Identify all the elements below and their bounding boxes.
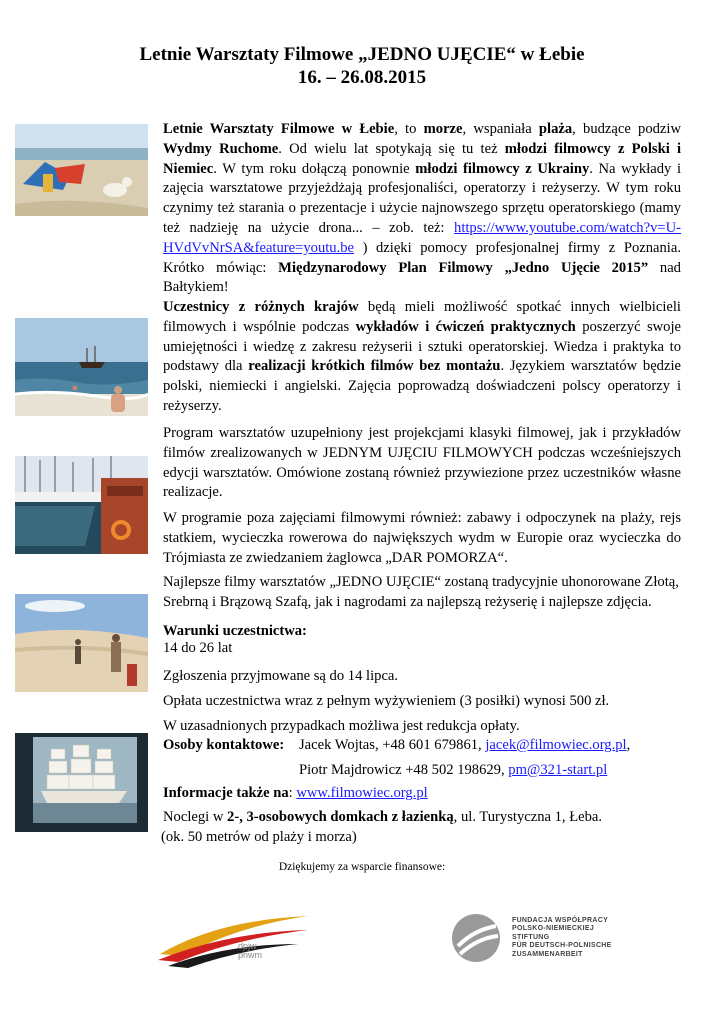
participants-text-1: będą mieli możliwość spotkać innych wielbicieli filmowych i wspólnie podczas [163,299,681,335]
dpjw-text: dpjw [238,941,257,951]
intro-text-5: . W tym roku dołączą ponownie [213,160,416,177]
fwpn-text [512,917,612,959]
contacts-section [163,736,681,781]
intro-bold-5: młodzi filmowcy z Polski i Niemiec [163,140,681,177]
dunes-people-photo [15,594,148,692]
contact-email-1[interactable]: jacek@filmowiec.org.pl [485,737,627,753]
dpjw-pnwm-logo [158,910,318,970]
intro-text-2: , wspaniała [462,121,539,137]
intro-text-8: nad Bałtykiem! [163,259,681,296]
beach-tent-dog-photo [15,124,148,216]
title-line-1: Letnie Warsztaty Filmowe „JEDNO UJĘCIE“ w Łebie [139,44,585,65]
fwpn-line-5: ZUSAMMENARBEIT [512,950,583,958]
lodging-text-2: , ul. Turystyczna 1, Łeba. [453,809,603,825]
title-dates: 16. – 26.08.2015 [297,67,427,88]
dpjw-pnwm-text [238,942,262,960]
conditions-reduction: W uzasadnionych przypadkach możliwa jest redukcja opłaty. [163,717,520,734]
participants-bold-1: Uczestnicy z różnych krajów [163,299,359,315]
info-colon: : [288,785,297,801]
contact-sep: , [626,737,631,753]
activities-paragraph: W programie poza zajęciami filmowymi również: zabawy i odpoczynek na plaży, rejs statkiem, wycieczka rowerowa do największych wydm w Europie oraz wycieczka do Trójmiasta ze zwiedzaniem żaglowca „DAR POMORZA“. [163,510,681,566]
intro-bold-2: morze [423,121,463,137]
participants-text-2: poszerzyć swoje umiejętności i wiedzę z zakresu reżyserii i sztuki operatorskiej. Wiedza i praktyka to podstawy dla [163,318,681,375]
page-title [0,43,724,89]
pnwm-text: pnwm [238,950,263,960]
fwpn-line-1: FUNDACJA WSPÓŁPRACY [512,917,609,924]
contact-person-2: Piotr Majdrowicz +48 502 198629, [299,761,509,778]
participants-bold-2: wykładów i ćwiczeń praktycznych [355,318,576,335]
contact-row-2 [163,761,681,781]
website-link[interactable]: www.filmowiec.org.pl [296,785,428,801]
lodging-line-2: (ok. 50 metrów od plaży i morza) [161,828,357,845]
intro-paragraph [163,120,681,298]
harbour-boats-photo [15,456,148,554]
intro-text-7: ) dzięki pomocy profesjonalnej firmy z Poznania. Krótko mówiąc: [163,239,681,276]
tall-ship-photo [15,733,148,832]
youtube-link[interactable]: https://www.youtube.com/watch?v=U-HVdVvNrSA&feature=youtu.be [163,219,681,256]
intro-bold-6: młodzi filmowcy z Ukrainy [415,160,590,177]
intro-bold-7: Międzynarodowy Plan Filmowy „Jedno Ujęcie 2015” [278,259,649,276]
sea-ship-swimmers-photo [15,318,148,416]
awards-paragraph: Najlepsze filmy warsztatów „JEDNO UJĘCIE“ zostaną tradycyjnie uhonorowane Złotą, Srebrną i Brązową Szafą, jak i nagrodami za najlepszą reżyserię i najlepsze zdjęcia. [163,574,679,610]
info-line [163,784,681,804]
lodging-section [161,808,679,848]
intro-bold-3: plaża [538,121,573,137]
lodging-line-1 [161,808,679,828]
sponsors-caption: Dziękujemy za wsparcie finansowe: [278,861,446,873]
conditions-fee: Opłata uczestnictwa wraz z pełnym wyżywieniem (3 posiłki) wynosi 500 zł. [163,692,610,709]
lodging-bold: 2-, 3-osobowych domkach z łazienką [227,809,454,825]
intro-text-6: . Na wykłady i zajęcia warsztatowe przyjeżdżają profesjonaliści, operatorzy i reżyserzy. W tym roku czynimy też starania o prezentacje i użycie najnowszego sprzętu operatorskiego (mamy też nadzieję na użycie drona... – zob. też: [163,160,681,236]
fwpn-line-2: POLSKO-NIEMIECKIEJ [512,925,595,933]
fwpn-line-3: STIFTUNG [512,933,550,941]
participants-text-3: . Językiem warsztatów będzie polski, niemiecki i angielski. Zajęcia poprowadzą doświadczeni polscy operatorzy i reżyserzy. [163,358,681,414]
intro-text-3: , budzące podziw [572,121,681,137]
contact-row-1 [163,736,681,756]
conditions-section [163,623,681,736]
contact-email-2[interactable]: pm@321-start.pl [508,761,608,778]
lodging-text-1: Noclegi w [163,809,228,825]
participants-paragraph [163,298,681,417]
participants-bold-3: realizacji krótkich filmów bez montażu [248,358,501,375]
intro-bold-1: Letnie Warsztaty Filmowe w Łebie [163,121,395,137]
contacts-heading: Osoby kontaktowe: [163,737,285,753]
fwpn-line-4: FÜR DEUTSCH-POLNISCHE [512,942,612,950]
intro-bold-4: Wydmy Ruchome [163,140,279,157]
conditions-deadline: Zgłoszenia przyjmowane są do 14 lipca. [163,668,399,684]
intro-text-4: . Od wielu lat spotykają się tu też [278,140,505,157]
info-label: Informacje także na [163,785,289,801]
contact-person-1: Jacek Wojtas, +48 601 679861, [299,737,486,753]
program-paragraph: Program warsztatów uzupełniony jest projekcjami klasyki filmowej, jak i przykładów filmów zrealizowanych w JEDNYM UJĘCIU FILMOWYCH podczas wcześniejszych edycji warsztatów. Omówione zostaną również przywiezione przez uczestników własne realizacje. [163,425,681,501]
conditions-age: 14 do 26 lat [163,640,233,656]
intro-text-1: , to [394,121,424,137]
conditions-heading: Warunki uczestnictwa: [163,623,307,639]
